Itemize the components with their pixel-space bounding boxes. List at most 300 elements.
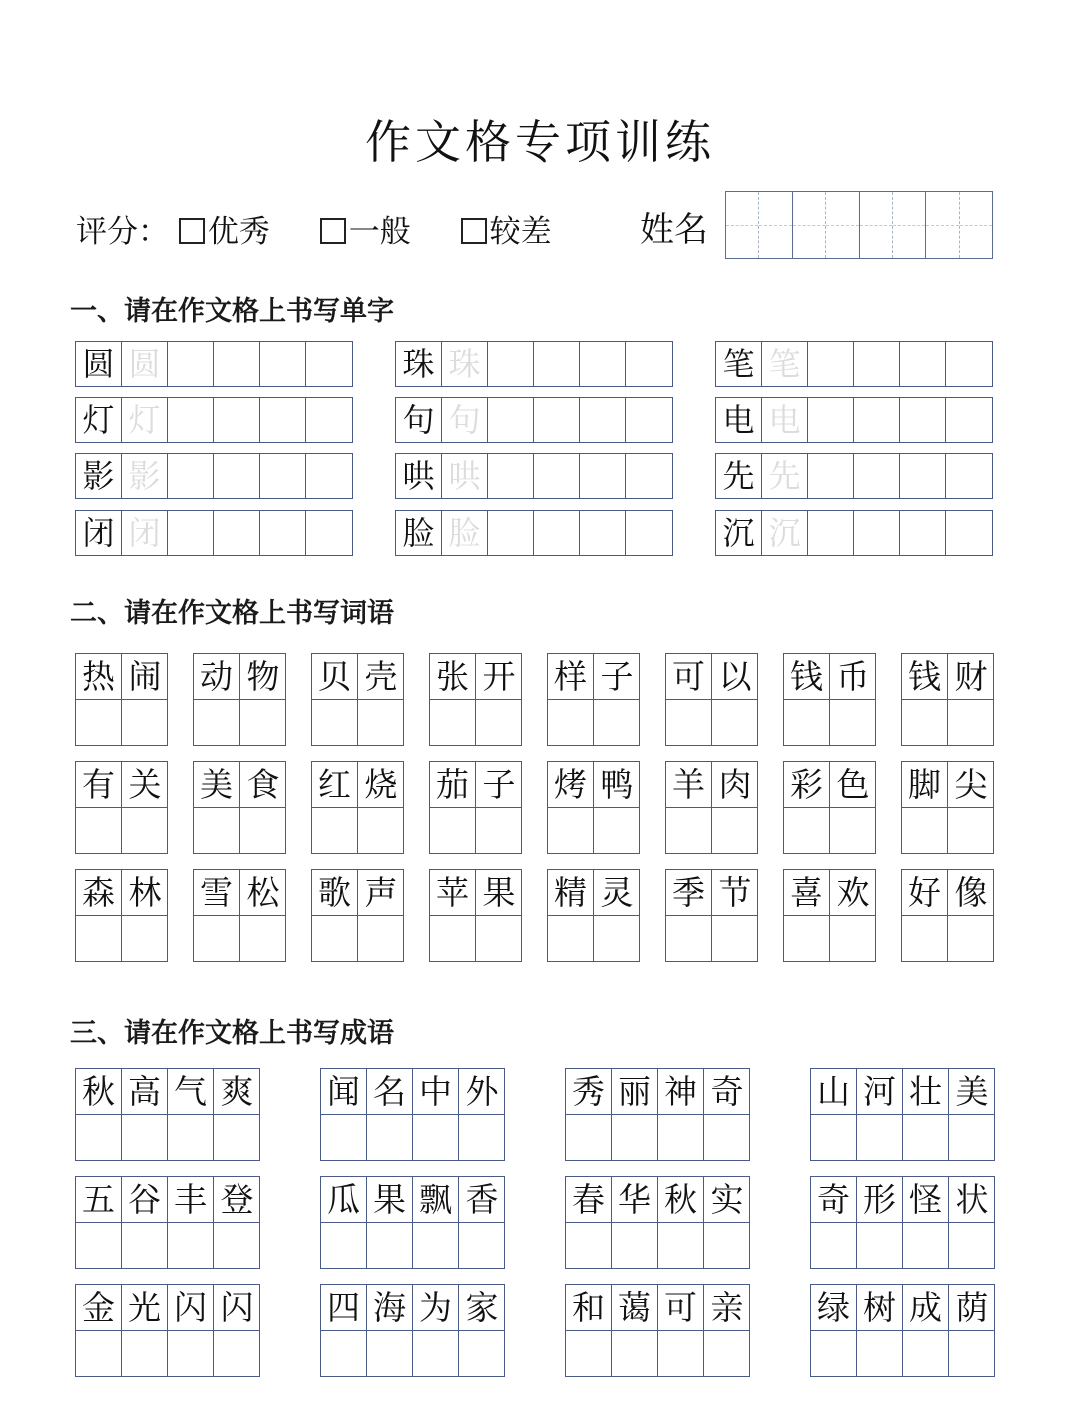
- checkbox-icon[interactable]: [320, 218, 346, 244]
- blank-cell[interactable]: [830, 916, 876, 962]
- blank-cell[interactable]: [260, 511, 306, 555]
- blank-cell[interactable]: [413, 1115, 459, 1161]
- idiom-char: 亲: [704, 1285, 750, 1331]
- word-char: 松: [240, 870, 286, 916]
- blank-cell[interactable]: [626, 454, 672, 498]
- word-char: 美: [194, 762, 240, 808]
- trace-char: 圆: [122, 342, 168, 386]
- score-option-poor[interactable]: 较差: [461, 208, 552, 256]
- blank-cell[interactable]: [784, 916, 830, 962]
- word-box[interactable]: [75, 761, 168, 854]
- blank-cell[interactable]: [949, 1115, 995, 1161]
- single-char-row[interactable]: [395, 453, 673, 499]
- idiom-char: 丰: [168, 1177, 214, 1223]
- blank-cell[interactable]: [459, 1331, 505, 1377]
- name-cell[interactable]: [793, 192, 826, 258]
- name-cell[interactable]: [726, 192, 759, 258]
- blank-cell[interactable]: [566, 1115, 612, 1161]
- word-box[interactable]: [429, 653, 522, 746]
- idiom-char: 高: [122, 1069, 168, 1115]
- word-box[interactable]: [429, 869, 522, 962]
- word-box[interactable]: [75, 653, 168, 746]
- blank-cell[interactable]: [903, 1223, 949, 1269]
- single-char-row[interactable]: [395, 397, 673, 443]
- blank-cell[interactable]: [488, 454, 534, 498]
- word-char: 彩: [784, 762, 830, 808]
- word-char: 茄: [430, 762, 476, 808]
- blank-cell[interactable]: [306, 342, 352, 386]
- word-char: 鸭: [594, 762, 640, 808]
- blank-cell[interactable]: [830, 808, 876, 854]
- word-char: 钱: [902, 654, 948, 700]
- trace-char: 脸: [442, 511, 488, 555]
- word-char: 关: [122, 762, 168, 808]
- blank-cell[interactable]: [903, 1331, 949, 1377]
- blank-cell[interactable]: [946, 454, 992, 498]
- blank-cell[interactable]: [122, 700, 168, 746]
- blank-cell[interactable]: [612, 1331, 658, 1377]
- idiom-box[interactable]: [810, 1284, 995, 1377]
- blank-cell[interactable]: [666, 700, 712, 746]
- name-cell[interactable]: [759, 192, 792, 258]
- idiom-box[interactable]: [565, 1176, 750, 1269]
- word-char: 物: [240, 654, 286, 700]
- checkbox-icon[interactable]: [179, 218, 205, 244]
- blank-cell[interactable]: [830, 700, 876, 746]
- blank-cell[interactable]: [548, 916, 594, 962]
- word-box[interactable]: [75, 869, 168, 962]
- word-box[interactable]: [429, 761, 522, 854]
- blank-cell[interactable]: [946, 342, 992, 386]
- name-cell[interactable]: [926, 192, 959, 258]
- blank-cell[interactable]: [168, 1115, 214, 1161]
- name-cell[interactable]: [960, 192, 992, 258]
- blank-cell[interactable]: [214, 511, 260, 555]
- name-label: 姓名: [640, 210, 708, 250]
- blank-cell[interactable]: [704, 1115, 750, 1161]
- word-char: 好: [902, 870, 948, 916]
- trace-char: 珠: [442, 342, 488, 386]
- blank-cell[interactable]: [900, 398, 946, 442]
- blank-cell[interactable]: [430, 916, 476, 962]
- blank-cell[interactable]: [488, 398, 534, 442]
- word-box[interactable]: [193, 869, 286, 962]
- blank-cell[interactable]: [902, 808, 948, 854]
- model-char: 影: [76, 454, 122, 498]
- word-char: 季: [666, 870, 712, 916]
- blank-cell[interactable]: [367, 1223, 413, 1269]
- model-char: 闭: [76, 511, 122, 555]
- blank-cell[interactable]: [712, 808, 758, 854]
- word-box[interactable]: [311, 653, 404, 746]
- word-char: 精: [548, 870, 594, 916]
- single-char-row[interactable]: [75, 397, 353, 443]
- blank-cell[interactable]: [704, 1331, 750, 1377]
- word-char: 币: [830, 654, 876, 700]
- blank-cell[interactable]: [612, 1115, 658, 1161]
- word-char: 有: [76, 762, 122, 808]
- word-box[interactable]: [665, 653, 758, 746]
- idiom-char: 荫: [949, 1285, 995, 1331]
- blank-cell[interactable]: [358, 700, 404, 746]
- idiom-box[interactable]: [320, 1068, 505, 1161]
- blank-cell[interactable]: [476, 700, 522, 746]
- blank-cell[interactable]: [240, 808, 286, 854]
- idiom-char: 神: [658, 1069, 704, 1115]
- blank-cell[interactable]: [214, 1115, 260, 1161]
- blank-cell[interactable]: [534, 398, 580, 442]
- blank-cell[interactable]: [580, 511, 626, 555]
- idiom-box[interactable]: [565, 1068, 750, 1161]
- word-box[interactable]: [547, 869, 640, 962]
- blank-cell[interactable]: [76, 1331, 122, 1377]
- blank-cell[interactable]: [811, 1223, 857, 1269]
- idiom-char: 山: [811, 1069, 857, 1115]
- blank-cell[interactable]: [413, 1331, 459, 1377]
- idiom-char: 为: [413, 1285, 459, 1331]
- name-cell[interactable]: [826, 192, 859, 258]
- blank-cell[interactable]: [214, 1223, 260, 1269]
- idiom-char: 怪: [903, 1177, 949, 1223]
- blank-cell[interactable]: [808, 398, 854, 442]
- blank-cell[interactable]: [358, 808, 404, 854]
- single-char-row[interactable]: [75, 510, 353, 556]
- word-char: 壳: [358, 654, 404, 700]
- blank-cell[interactable]: [430, 700, 476, 746]
- blank-cell[interactable]: [854, 342, 900, 386]
- idiom-char: 登: [214, 1177, 260, 1223]
- blank-cell[interactable]: [612, 1223, 658, 1269]
- blank-cell[interactable]: [168, 398, 214, 442]
- word-char: 林: [122, 870, 168, 916]
- blank-cell[interactable]: [306, 454, 352, 498]
- score-option-excellent[interactable]: 优秀: [179, 208, 270, 256]
- blank-cell[interactable]: [260, 398, 306, 442]
- idiom-char: 美: [949, 1069, 995, 1115]
- idiom-box[interactable]: [810, 1176, 995, 1269]
- model-char: 沉: [716, 511, 762, 555]
- idiom-char: 成: [903, 1285, 949, 1331]
- word-char: 烤: [548, 762, 594, 808]
- word-box[interactable]: [901, 869, 994, 962]
- score-option-average[interactable]: 一般: [320, 208, 411, 256]
- word-char: 羊: [666, 762, 712, 808]
- idiom-char: 实: [704, 1177, 750, 1223]
- word-box[interactable]: [901, 761, 994, 854]
- blank-cell[interactable]: [594, 700, 640, 746]
- word-box[interactable]: [783, 761, 876, 854]
- blank-cell[interactable]: [358, 916, 404, 962]
- idiom-char: 状: [949, 1177, 995, 1223]
- blank-cell[interactable]: [321, 1115, 367, 1161]
- blank-cell[interactable]: [488, 511, 534, 555]
- blank-cell[interactable]: [949, 1223, 995, 1269]
- blank-cell[interactable]: [666, 808, 712, 854]
- idiom-box[interactable]: [810, 1068, 995, 1161]
- blank-cell[interactable]: [168, 1223, 214, 1269]
- blank-cell[interactable]: [784, 808, 830, 854]
- idiom-box[interactable]: [565, 1284, 750, 1377]
- word-box[interactable]: [783, 869, 876, 962]
- blank-cell[interactable]: [948, 916, 994, 962]
- blank-cell[interactable]: [194, 700, 240, 746]
- blank-cell[interactable]: [240, 916, 286, 962]
- blank-cell[interactable]: [857, 1115, 903, 1161]
- blank-cell[interactable]: [312, 700, 358, 746]
- blank-cell[interactable]: [122, 1115, 168, 1161]
- blank-cell[interactable]: [811, 1115, 857, 1161]
- idiom-char: 瓜: [321, 1177, 367, 1223]
- blank-cell[interactable]: [168, 454, 214, 498]
- idiom-char: 果: [367, 1177, 413, 1223]
- blank-cell[interactable]: [459, 1115, 505, 1161]
- blank-cell[interactable]: [321, 1331, 367, 1377]
- blank-cell[interactable]: [534, 342, 580, 386]
- blank-cell[interactable]: [948, 808, 994, 854]
- blank-cell[interactable]: [808, 511, 854, 555]
- blank-cell[interactable]: [76, 916, 122, 962]
- blank-cell[interactable]: [594, 808, 640, 854]
- blank-cell[interactable]: [784, 700, 830, 746]
- blank-cell[interactable]: [900, 454, 946, 498]
- word-box[interactable]: [547, 653, 640, 746]
- blank-cell[interactable]: [214, 342, 260, 386]
- blank-cell[interactable]: [580, 342, 626, 386]
- single-char-row[interactable]: [715, 510, 993, 556]
- blank-cell[interactable]: [902, 700, 948, 746]
- word-char: 灵: [594, 870, 640, 916]
- blank-cell[interactable]: [712, 916, 758, 962]
- blank-cell[interactable]: [900, 511, 946, 555]
- blank-cell[interactable]: [122, 1331, 168, 1377]
- blank-cell[interactable]: [658, 1115, 704, 1161]
- idiom-char: 闪: [214, 1285, 260, 1331]
- single-char-row[interactable]: [715, 397, 993, 443]
- blank-cell[interactable]: [476, 808, 522, 854]
- blank-cell[interactable]: [626, 342, 672, 386]
- blank-cell[interactable]: [214, 454, 260, 498]
- model-char: 珠: [396, 342, 442, 386]
- blank-cell[interactable]: [76, 700, 122, 746]
- idiom-char: 名: [367, 1069, 413, 1115]
- checkbox-icon[interactable]: [461, 218, 487, 244]
- idiom-box[interactable]: [320, 1284, 505, 1377]
- word-char: 红: [312, 762, 358, 808]
- word-box[interactable]: [665, 761, 758, 854]
- word-char: 热: [76, 654, 122, 700]
- blank-cell[interactable]: [857, 1223, 903, 1269]
- blank-cell[interactable]: [626, 511, 672, 555]
- word-char: 雪: [194, 870, 240, 916]
- model-char: 灯: [76, 398, 122, 442]
- idiom-char: 爽: [214, 1069, 260, 1115]
- model-char: 先: [716, 454, 762, 498]
- blank-cell[interactable]: [658, 1331, 704, 1377]
- blank-cell[interactable]: [240, 700, 286, 746]
- blank-cell[interactable]: [811, 1331, 857, 1377]
- blank-cell[interactable]: [594, 916, 640, 962]
- blank-cell[interactable]: [857, 1331, 903, 1377]
- idiom-char: 壮: [903, 1069, 949, 1115]
- model-char: 电: [716, 398, 762, 442]
- page-title: 作文格专项训练: [365, 115, 715, 169]
- trace-char: 先: [762, 454, 808, 498]
- blank-cell[interactable]: [367, 1331, 413, 1377]
- blank-cell[interactable]: [948, 700, 994, 746]
- section-heading-words: 二、请在作文格上书写词语: [70, 598, 394, 629]
- idiom-char: 五: [76, 1177, 122, 1223]
- blank-cell[interactable]: [704, 1223, 750, 1269]
- word-char: 烧: [358, 762, 404, 808]
- single-char-row[interactable]: [395, 510, 673, 556]
- idiom-box[interactable]: [75, 1068, 260, 1161]
- idiom-char: 奇: [811, 1177, 857, 1223]
- word-box[interactable]: [311, 869, 404, 962]
- blank-cell[interactable]: [534, 511, 580, 555]
- word-box[interactable]: [193, 653, 286, 746]
- word-box[interactable]: [665, 869, 758, 962]
- blank-cell[interactable]: [476, 916, 522, 962]
- idiom-char: 树: [857, 1285, 903, 1331]
- word-char: 子: [594, 654, 640, 700]
- name-writing-box[interactable]: [725, 191, 993, 259]
- idiom-char: 可: [658, 1285, 704, 1331]
- blank-cell[interactable]: [548, 808, 594, 854]
- blank-cell[interactable]: [122, 916, 168, 962]
- blank-cell[interactable]: [306, 511, 352, 555]
- trace-char: 句: [442, 398, 488, 442]
- blank-cell[interactable]: [946, 398, 992, 442]
- blank-cell[interactable]: [122, 1223, 168, 1269]
- blank-cell[interactable]: [854, 454, 900, 498]
- blank-cell[interactable]: [566, 1223, 612, 1269]
- word-char: 尖: [948, 762, 994, 808]
- idiom-char: 奇: [704, 1069, 750, 1115]
- word-char: 像: [948, 870, 994, 916]
- idiom-char: 香: [459, 1177, 505, 1223]
- word-char: 财: [948, 654, 994, 700]
- blank-cell[interactable]: [306, 398, 352, 442]
- blank-cell[interactable]: [808, 342, 854, 386]
- blank-cell[interactable]: [367, 1115, 413, 1161]
- word-box[interactable]: [193, 761, 286, 854]
- trace-char: 灯: [122, 398, 168, 442]
- blank-cell[interactable]: [580, 398, 626, 442]
- idiom-char: 中: [413, 1069, 459, 1115]
- blank-cell[interactable]: [168, 1331, 214, 1377]
- trace-char: 闭: [122, 511, 168, 555]
- single-char-row[interactable]: [75, 453, 353, 499]
- trace-char: 哄: [442, 454, 488, 498]
- blank-cell[interactable]: [712, 700, 758, 746]
- word-box[interactable]: [311, 761, 404, 854]
- blank-cell[interactable]: [194, 808, 240, 854]
- blank-cell[interactable]: [902, 916, 948, 962]
- idiom-box[interactable]: [75, 1284, 260, 1377]
- word-char: 食: [240, 762, 286, 808]
- trace-char: 沉: [762, 511, 808, 555]
- single-char-row[interactable]: [75, 341, 353, 387]
- idiom-char: 河: [857, 1069, 903, 1115]
- blank-cell[interactable]: [312, 916, 358, 962]
- name-cell[interactable]: [893, 192, 926, 258]
- single-char-row[interactable]: [395, 341, 673, 387]
- idiom-char: 谷: [122, 1177, 168, 1223]
- blank-cell[interactable]: [76, 1115, 122, 1161]
- word-char: 可: [666, 654, 712, 700]
- trace-char: 影: [122, 454, 168, 498]
- blank-cell[interactable]: [194, 916, 240, 962]
- blank-cell[interactable]: [900, 342, 946, 386]
- word-char: 以: [712, 654, 758, 700]
- blank-cell[interactable]: [566, 1331, 612, 1377]
- blank-cell[interactable]: [658, 1223, 704, 1269]
- word-char: 果: [476, 870, 522, 916]
- trace-char: 笔: [762, 342, 808, 386]
- score-label: 评分：: [76, 214, 169, 250]
- blank-cell[interactable]: [488, 342, 534, 386]
- blank-cell[interactable]: [76, 808, 122, 854]
- blank-cell[interactable]: [666, 916, 712, 962]
- blank-cell[interactable]: [168, 342, 214, 386]
- word-box[interactable]: [547, 761, 640, 854]
- single-char-row[interactable]: [715, 453, 993, 499]
- blank-cell[interactable]: [214, 398, 260, 442]
- blank-cell[interactable]: [214, 1331, 260, 1377]
- section-heading-idioms: 三、请在作文格上书写成语: [70, 1018, 394, 1049]
- word-box[interactable]: [783, 653, 876, 746]
- idiom-char: 绿: [811, 1285, 857, 1331]
- blank-cell[interactable]: [122, 808, 168, 854]
- blank-cell[interactable]: [854, 398, 900, 442]
- blank-cell[interactable]: [413, 1223, 459, 1269]
- blank-cell[interactable]: [312, 808, 358, 854]
- blank-cell[interactable]: [580, 454, 626, 498]
- blank-cell[interactable]: [946, 511, 992, 555]
- word-char: 歌: [312, 870, 358, 916]
- score-row: [76, 208, 592, 256]
- blank-cell[interactable]: [626, 398, 672, 442]
- blank-cell[interactable]: [76, 1223, 122, 1269]
- blank-cell[interactable]: [808, 454, 854, 498]
- single-char-row[interactable]: [715, 341, 993, 387]
- blank-cell[interactable]: [534, 454, 580, 498]
- name-cell[interactable]: [860, 192, 893, 258]
- blank-cell[interactable]: [903, 1115, 949, 1161]
- idiom-char: 光: [122, 1285, 168, 1331]
- blank-cell[interactable]: [548, 700, 594, 746]
- idiom-char: 和: [566, 1285, 612, 1331]
- blank-cell[interactable]: [854, 511, 900, 555]
- blank-cell[interactable]: [260, 342, 306, 386]
- idiom-char: 飘: [413, 1177, 459, 1223]
- blank-cell[interactable]: [430, 808, 476, 854]
- idiom-box[interactable]: [320, 1176, 505, 1269]
- word-char: 子: [476, 762, 522, 808]
- word-char: 喜: [784, 870, 830, 916]
- idiom-box[interactable]: [75, 1176, 260, 1269]
- word-char: 钱: [784, 654, 830, 700]
- blank-cell[interactable]: [949, 1331, 995, 1377]
- blank-cell[interactable]: [459, 1223, 505, 1269]
- idiom-char: 秋: [76, 1069, 122, 1115]
- blank-cell[interactable]: [168, 511, 214, 555]
- blank-cell[interactable]: [321, 1223, 367, 1269]
- idiom-char: 形: [857, 1177, 903, 1223]
- idiom-char: 丽: [612, 1069, 658, 1115]
- blank-cell[interactable]: [260, 454, 306, 498]
- word-box[interactable]: [901, 653, 994, 746]
